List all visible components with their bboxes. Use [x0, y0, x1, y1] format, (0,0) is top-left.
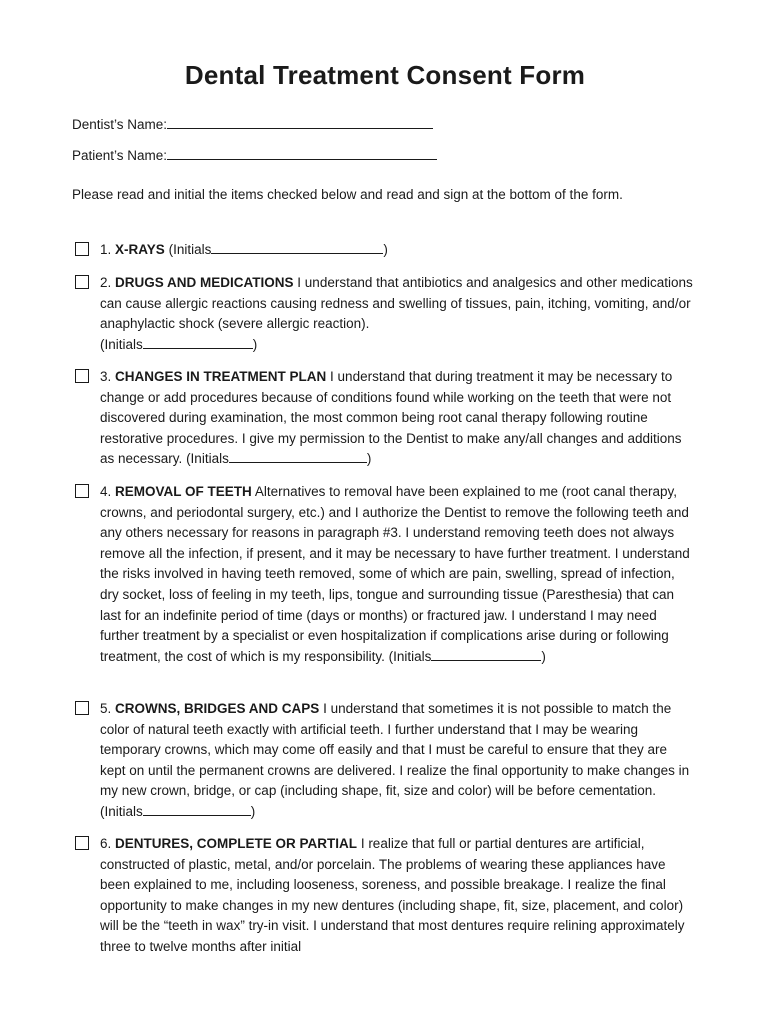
drugs-checkbox[interactable] — [75, 275, 89, 289]
page-title: Dental Treatment Consent Form — [184, 60, 586, 90]
dentist-name-label: Dentist’s Name: — [72, 117, 168, 132]
patient-name-label: Patient’s Name: — [72, 148, 168, 163]
removal-initials-blank[interactable] — [431, 648, 541, 661]
item-number: 1. — [100, 242, 112, 257]
crowns-checkbox[interactable] — [75, 701, 89, 715]
item-heading: CHANGES IN TREATMENT PLAN — [115, 369, 327, 384]
treatment-plan-checkbox[interactable] — [75, 369, 89, 383]
item-number: 4. — [100, 484, 112, 499]
dentist-name-field[interactable] — [72, 115, 433, 132]
item-heading: DENTURES, COMPLETE OR PARTIAL — [115, 836, 358, 851]
treatment-plan-initials-blank[interactable] — [229, 450, 367, 463]
crowns-initials-blank[interactable] — [143, 803, 251, 816]
item-number: 2. — [100, 275, 112, 290]
dentist-name-blank[interactable] — [167, 115, 433, 129]
initials-close: ) — [366, 451, 372, 467]
consent-item-xrays — [75, 240, 695, 261]
consent-item-treatment-plan — [75, 367, 695, 470]
item-heading: DRUGS AND MEDICATIONS — [115, 275, 294, 290]
initials-label: (Initials — [186, 451, 229, 467]
item-heading: CROWNS, BRIDGES AND CAPS — [115, 701, 320, 716]
initials-close: ) — [541, 648, 546, 664]
item-body: I understand that antibiotics and analgesics and other medications can cause allergic reactions causing redness and swelling of tissues, pain, itching, vomiting, and/or anaphylactic shock (severe allergic reaction). — [100, 275, 693, 332]
patient-name-blank[interactable] — [167, 146, 437, 160]
item-body: I understand that during treatment it may be necessary to change or add procedures because of conditions found while working on the teeth that were not discovered during examination, the most common being root canal therapy following routine restorative procedures. I give my permission to the Dentist to make any/all changes and additions as necessary. — [100, 369, 682, 467]
initials-label: (Initials — [100, 336, 143, 352]
item-heading: REMOVAL OF TEETH — [115, 484, 252, 499]
xrays-initials-blank[interactable] — [211, 241, 383, 254]
drugs-initials-blank[interactable] — [143, 336, 253, 349]
item-body: Alternatives to removal have been explained to me (root canal therapy, crowns, and periodontal surgery, etc.) and I authorize the Dentist to remove the following teeth and any others necessary for reasons in paragraph #3. I understand removing teeth does not always remove all the infection, if present, and it may be necessary to have further treatment. I understand the risks involved in having teeth removed, some of which are pain, swelling, spread of infection, dry socket, loss of feeling in my teeth, lips, tongue and surrounding tissue (Paresthesia) that can last for an indefinite period of time (days or months) or fractured jaw. I understand I may need further treatment by a specialist or even hospitalization if complications arise during or following treatment, the cost of which is my responsibility. — [100, 484, 690, 664]
initials-close: ) — [250, 803, 256, 819]
consent-item-dentures — [75, 834, 695, 958]
removal-checkbox[interactable] — [75, 484, 89, 498]
item-body: I understand that sometimes it is not possible to match the color of natural teeth exactly with artificial teeth. I further understand that I may be wearing temporary crowns, which may come off easily and that I must be careful to ensure that they are kept on until the permanent crowns are delivered. I realize the final opportunity to make changes in my new crown, bridge, or cap (including shape, fit, size and color) will be before cementation. — [100, 701, 690, 799]
initials-label: (Initials — [388, 648, 432, 664]
item-heading: X-RAYS — [115, 242, 165, 257]
item-number: 6. — [100, 836, 112, 851]
initials-label: (Initials — [100, 803, 143, 819]
consent-item-drugs — [75, 273, 695, 355]
initials-close: ) — [252, 336, 258, 352]
item-body: I realize that full or partial dentures are artificial, constructed of plastic, metal, and/or porcelain. The problems of wearing these appliances have been explained to me, including looseness, soreness, and possible breakage. I realize the final opportunity to make changes in my new dentures (including shape, fit, size, placement, and color) will be the “teeth in wax” try-in visit. I understand that most dentures require relining approximately three to twelve months after initial — [100, 836, 685, 954]
initials-close: ) — [383, 242, 388, 257]
item-number: 5. — [100, 701, 112, 716]
dentures-checkbox[interactable] — [75, 836, 89, 850]
consent-item-crowns — [75, 699, 695, 823]
instructions-text: Please read and initial the items checked below and read and sign at the bottom of the form. — [72, 187, 623, 202]
consent-item-removal — [75, 482, 695, 667]
patient-name-field[interactable] — [72, 146, 437, 163]
item-number: 3. — [100, 369, 112, 384]
xrays-checkbox[interactable] — [75, 242, 89, 256]
initials-label: (Initials — [168, 242, 212, 257]
